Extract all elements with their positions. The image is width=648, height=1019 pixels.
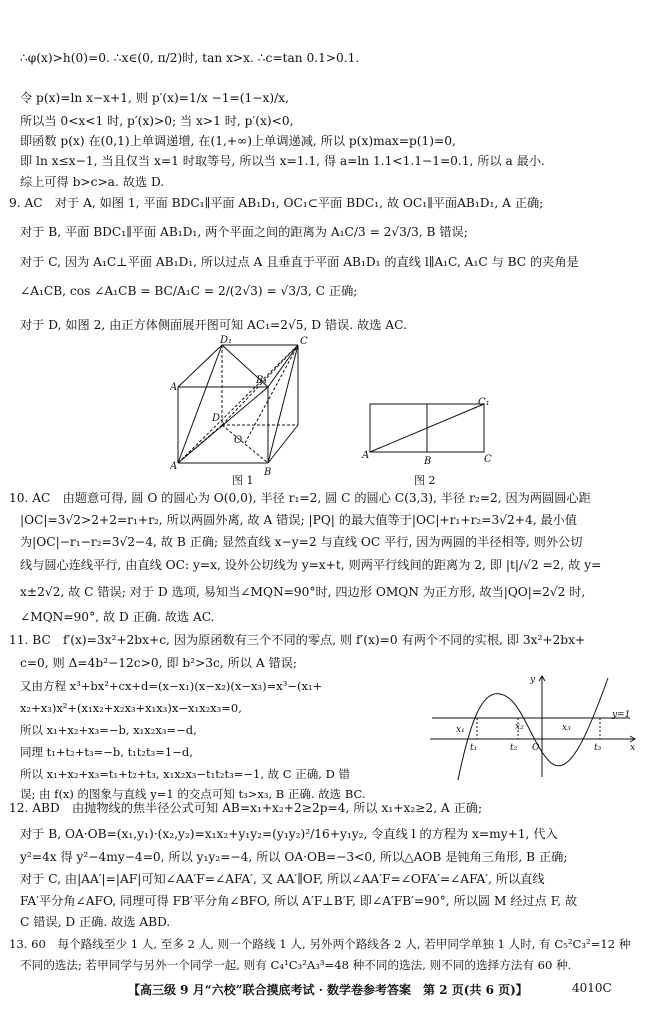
text-line: 又由方程 x³+bx²+cx+d=(x−x₁)(x−x₂)(x−x₃)=x³−(x₁+ xyxy=(20,679,323,693)
text-line: 线与圆心连线平行, 由直线 OC: y=x, 设外公切线为 y=x+t, 则两平行线间的距离为 2, 即 |t|/√2 =2, 故 y= xyxy=(20,558,602,572)
text-line: c=0, 则 Δ=4b²−12c>0, 即 b²>3c, 所以 A 错误; xyxy=(20,656,298,670)
answer-13-line: 13. 60 每个路线至少 1 人, 至多 2 人, 则一个路线 1 人, 另外两个路线各 2 人, 若甲同学单独 1 人时, 有 C₅²C₃²=12 种 xyxy=(9,937,631,951)
text-line: 同理 t₁+t₂+t₃=−b, t₁t₂t₃=1−d, xyxy=(20,745,193,759)
answer-11-line: 11. BC f′(x)=3x²+2bx+c, 因为原函数有三个不同的零点, 则 f′(x)=0 有两个不同的实根, 即 3x²+2bx+ xyxy=(9,633,586,647)
graph-label: y=1 xyxy=(612,710,631,720)
answer-10-line: 10. AC 由题意可得, 圆 O 的圆心为 O(0,0), 半径 r₁=2, 圆 C 的圆心 C(3,3), 半径 r₂=2, 因为两圆圆心距 xyxy=(9,491,591,505)
cubic-graph xyxy=(430,672,640,782)
figure-1-caption: 图 1 xyxy=(232,474,254,487)
fig1-label: O xyxy=(234,435,243,446)
document-code: 4010C xyxy=(572,981,612,995)
text-line: 所以当 0<x<1 时, p′(x)>0; 当 x>1 时, p′(x)<0, xyxy=(20,114,294,128)
text-line: 对于 C, 因为 A₁C⊥平面 AB₁D₁, 所以过点 A 且垂直于平面 AB₁D₁ 的直线 l∥A₁C, A₁C 与 BC 的夹角是 xyxy=(20,255,579,269)
text-line: 误; 由 f(x) 的图象与直线 y=1 的交点可知 t₃>x₃, B 正确. 故选 BC. xyxy=(20,787,366,801)
text-line: 即函数 p(x) 在(0,1)上单调递增, 在(1,+∞)上单调递减, 所以 p(x)max=p(1)=0, xyxy=(20,134,456,148)
fig2-label: B xyxy=(424,456,432,466)
text-line: 对于 B, OA·OB=(x₁,y₁)·(x₂,y₂)=x₁x₂+y₁y₂=(y₁y₂)²/16+y₁y₂, 令直线 l 的方程为 x=my+1, 代入 xyxy=(20,827,558,841)
text-line: 令 p(x)=ln x−x+1, 则 p′(x)=1/x −1=(1−x)/x, xyxy=(20,91,289,105)
text-line: y²=4x 得 y²−4my−4=0, 所以 y₁y₂=−4, 所以 OA·OB=−3<0, 所以△AOB 是钝角三角形, B 正确; xyxy=(20,850,568,864)
text-line: ∴φ(x)>h(0)=0. ∴x∈(0, π/2)时, tan x>x. ∴c=tan 0.1>0.1. xyxy=(20,51,360,65)
text-line: 综上可得 b>c>a. 故选 D. xyxy=(20,175,165,189)
figure-2-caption: 图 2 xyxy=(414,474,436,487)
text-line: 为|OC|−r₁−r₂=3√2−4, 故 B 正确; 显然直线 x−y=2 与直线 OC 平行, 因为两圆的半径相等, 则外公切 xyxy=(20,535,583,549)
text-line: 所以 x₁+x₂+x₃=t₁+t₂+t₃, x₁x₂x₃−t₁t₂t₃=−1, 故 C 正确, D 错 xyxy=(20,767,350,781)
figure-2-unfolded xyxy=(360,396,495,476)
graph-label: x₂ xyxy=(515,722,524,732)
text-line: ∠A₁CB, cos ∠A₁CB = BC/A₁C = 2/(2√3) = √3/3, C 正确; xyxy=(20,284,358,298)
fig1-label: D xyxy=(212,413,221,424)
fig2-label: C xyxy=(484,454,492,465)
graph-label: x xyxy=(630,743,636,753)
text-line: ∠MQN=90°, 故 D 正确. 故选 AC. xyxy=(20,610,215,624)
answer-12-line: 12. ABD 由抛物线的焦半径公式可知 AB=x₁+x₂+2≥2p=4, 所以 x₁+x₂≥2, A 正确; xyxy=(9,801,483,815)
text-line: 所以 x₁+x₂+x₃=−b, x₁x₂x₃=−d, xyxy=(20,723,197,737)
text-line: 对于 B, 平面 BDC₁∥平面 AB₁D₁, 两个平面之间的距离为 A₁C/3 = 2√3/3, B 错误; xyxy=(20,225,468,239)
text-line: 即 ln x≤x−1, 当且仅当 x=1 时取等号, 所以当 x=1.1, 得 a=ln 1.1<1.1−1=0.1, 所以 a 最小. xyxy=(20,154,545,168)
text-line: |OC|=3√2>2+2=r₁+r₂, 所以两圆外离, 故 A 错误; |PQ| 的最大值等于|OC|+r₁+r₂=3√2+4, 最小值 xyxy=(20,513,578,527)
fig2-label: A xyxy=(362,450,370,461)
text-line: x₂+x₃)x²+(x₁x₂+x₂x₃+x₁x₃)x−x₁x₂x₃=0, xyxy=(20,701,242,715)
text-line: x±2√2, 故 C 错误; 对于 D 选项, 易知当∠MQN=90°时, 四边形 OMQN 为正方形, 故当|QO|=2√2 时, xyxy=(20,585,586,599)
fig1-label: C xyxy=(300,336,308,347)
figure-1-cube xyxy=(170,335,320,485)
graph-label: t₂ xyxy=(510,743,518,753)
graph-label: t₃ xyxy=(594,743,602,753)
graph-label: O xyxy=(532,743,540,753)
fig1-label: B xyxy=(264,467,272,478)
graph-label: x₁ xyxy=(456,725,465,735)
fig1-label: A xyxy=(170,461,178,472)
text-line: 对于 D, 如图 2, 由正方体侧面展开图可知 AC₁=2√5, D 错误. 故选 AC. xyxy=(20,318,407,332)
answer-9-line: 9. AC 对于 A, 如图 1, 平面 BDC₁∥平面 AB₁D₁, OC₁⊂平面 BDC₁, 故 OC₁∥平面AB₁D₁, A 正确; xyxy=(9,196,544,210)
fig2-label: C₁ xyxy=(478,397,490,408)
text-line: C 错误, D 正确. 故选 ABD. xyxy=(20,915,171,929)
page-footer: 【高三级 9 月“六校”联合摸底考试 · 数学卷参考答案 第 2 页(共 6 页)】 xyxy=(128,983,528,997)
graph-label: x₃ xyxy=(562,723,571,733)
text-line: 对于 C, 由|AA′|=|AF|可知∠AA′F=∠AFA′, 又 AA′∥OF, 所以∠AA′F=∠OFA′=∠AFA′, 所以直线 xyxy=(20,872,545,886)
text-line: 不同的选法; 若甲同学与另外一个同学一起, 则有 C₄¹C₃²A₃³=48 种不同的选法, 则不同的选择方法有 60 种. xyxy=(20,958,572,972)
graph-label: y xyxy=(530,675,536,685)
text-line: FA′平分角∠AFO, 同理可得 FB′平分角∠BFO, 所以 A′F⊥B′F, 即∠A′FB′=90°, 所以圆 M 经过点 F, 故 xyxy=(20,894,578,908)
fig1-label: D₁ xyxy=(220,335,233,346)
fig1-label: A xyxy=(170,382,178,393)
graph-label: t₁ xyxy=(470,743,478,753)
fig1-label: B₁ xyxy=(256,375,268,386)
